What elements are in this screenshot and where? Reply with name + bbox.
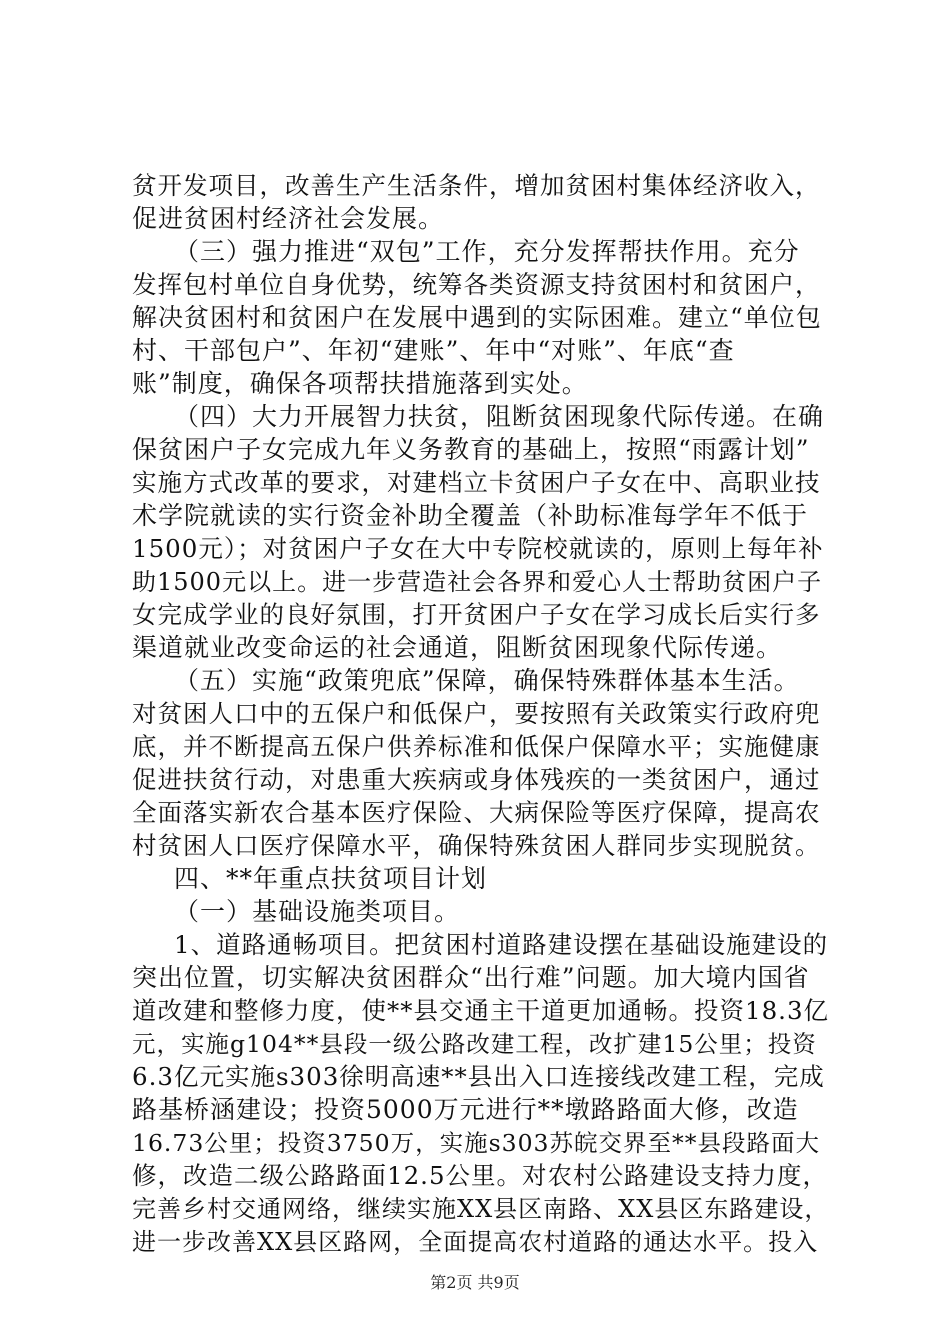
body-text-line: 底，并不断提高五保户供养标准和低保户保障水平；实施健康 [132, 732, 821, 761]
body-text-line: 渠道就业改变命运的社会通道，阻断贫困现象代际传递。 [132, 633, 783, 662]
body-text-line: 全面落实新农合基本医疗保险、大病保险等医疗保障，提高农 [132, 798, 821, 827]
chapter-four-heading: 四、**年重点扶贫项目计划 [174, 864, 488, 893]
body-text-line: 突出位置，切实解决贫困群众“出行难”问题。加大境内国省 [132, 963, 810, 992]
body-text-line: 1500元）；对贫困户子女在大中专院校就读的，原则上每年补 [132, 534, 824, 563]
body-text-line: 解决贫困村和贫困户在发展中遇到的实际困难。建立“单位包 [132, 303, 822, 332]
body-text-line: 促进扶贫行动，对患重大疾病或身体残疾的一类贫困户，通过 [132, 765, 821, 794]
body-text-line: 助1500元以上。进一步营造社会各界和爱心人士帮助贫困户子 [132, 568, 823, 596]
section-three-heading: （三）强力推进“双包”工作，充分发挥帮扶作用。充分 [174, 237, 800, 266]
body-text-line: 修，改造二级公路路面12.5公里。对农村公路建设支持力度， [132, 1161, 829, 1190]
body-text-line: 完善乡村交通网络，继续实施XX县区南路、XX县区东路建设， [132, 1195, 830, 1223]
body-text-line: 发挥包村单位自身优势，统筹各类资源支持贫困村和贫困户， [132, 270, 821, 299]
subsection-one-heading: （一）基础设施类项目。 [174, 897, 461, 926]
body-text-line: 1、道路通畅项目。把贫困村道路建设摆在基础设施建设的 [174, 930, 829, 959]
body-text-line: 对贫困人口中的五保户和低保户，要按照有关政策实行政府兜 [132, 699, 821, 728]
body-text-line: 16.73公里；投资3750万，实施s303苏皖交界至**县段路面大 [132, 1129, 820, 1157]
section-five-heading: （五）实施“政策兜底”保障，确保特殊群体基本生活。 [174, 666, 800, 695]
body-text-line: 术学院就读的实行资金补助全覆盖（补助标准每学年不低于 [132, 501, 809, 530]
body-text-line: 6.3亿元实施s303徐明高速**县出入口连接线改建工程，完成 [132, 1062, 825, 1091]
body-text-line: 促进贫困村经济社会发展。 [132, 204, 445, 233]
body-text-line: 道改建和整修力度，使**县交通主干道更加通畅。投资18.3亿 [132, 996, 830, 1025]
body-text-line: 保贫困户子女完成九年义务教育的基础上，按照“雨露计划” [132, 435, 810, 464]
body-text-line: 进一步改善XX县区路网，全面提高农村道路的通达水平。投入 [132, 1228, 819, 1256]
body-text-line: 村贫困人口医疗保障水平，确保特殊贫困人群同步实现脱贫。 [132, 831, 821, 860]
section-four-heading: （四）大力开展智力扶贫，阻断贫困现象代际传递。在确 [174, 402, 825, 431]
page-number-footer: 第2页 共9页 [430, 1273, 520, 1292]
body-text-line: 女完成学业的良好氛围，打开贫困户子女在学习成长后实行多 [132, 600, 821, 629]
body-text-line: 账”制度，确保各项帮扶措施落到实处。 [132, 369, 588, 398]
body-text-line: 实施方式改革的要求，对建档立卡贫困户子女在中、高职业技 [132, 468, 821, 497]
body-text-line: 村、干部包户”、年初“建账”、年中“对账”、年底“查 [132, 336, 735, 365]
body-text-line: 元，实施g104**县段一级公路改建工程，改扩建15公里；投资 [132, 1030, 817, 1058]
body-text-line: 路基桥涵建设；投资5000万元进行**墩路路面大修，改造 [132, 1095, 799, 1124]
body-text-line: 贫开发项目，改善生产生活条件，增加贫困村集体经济收入， [132, 171, 821, 200]
